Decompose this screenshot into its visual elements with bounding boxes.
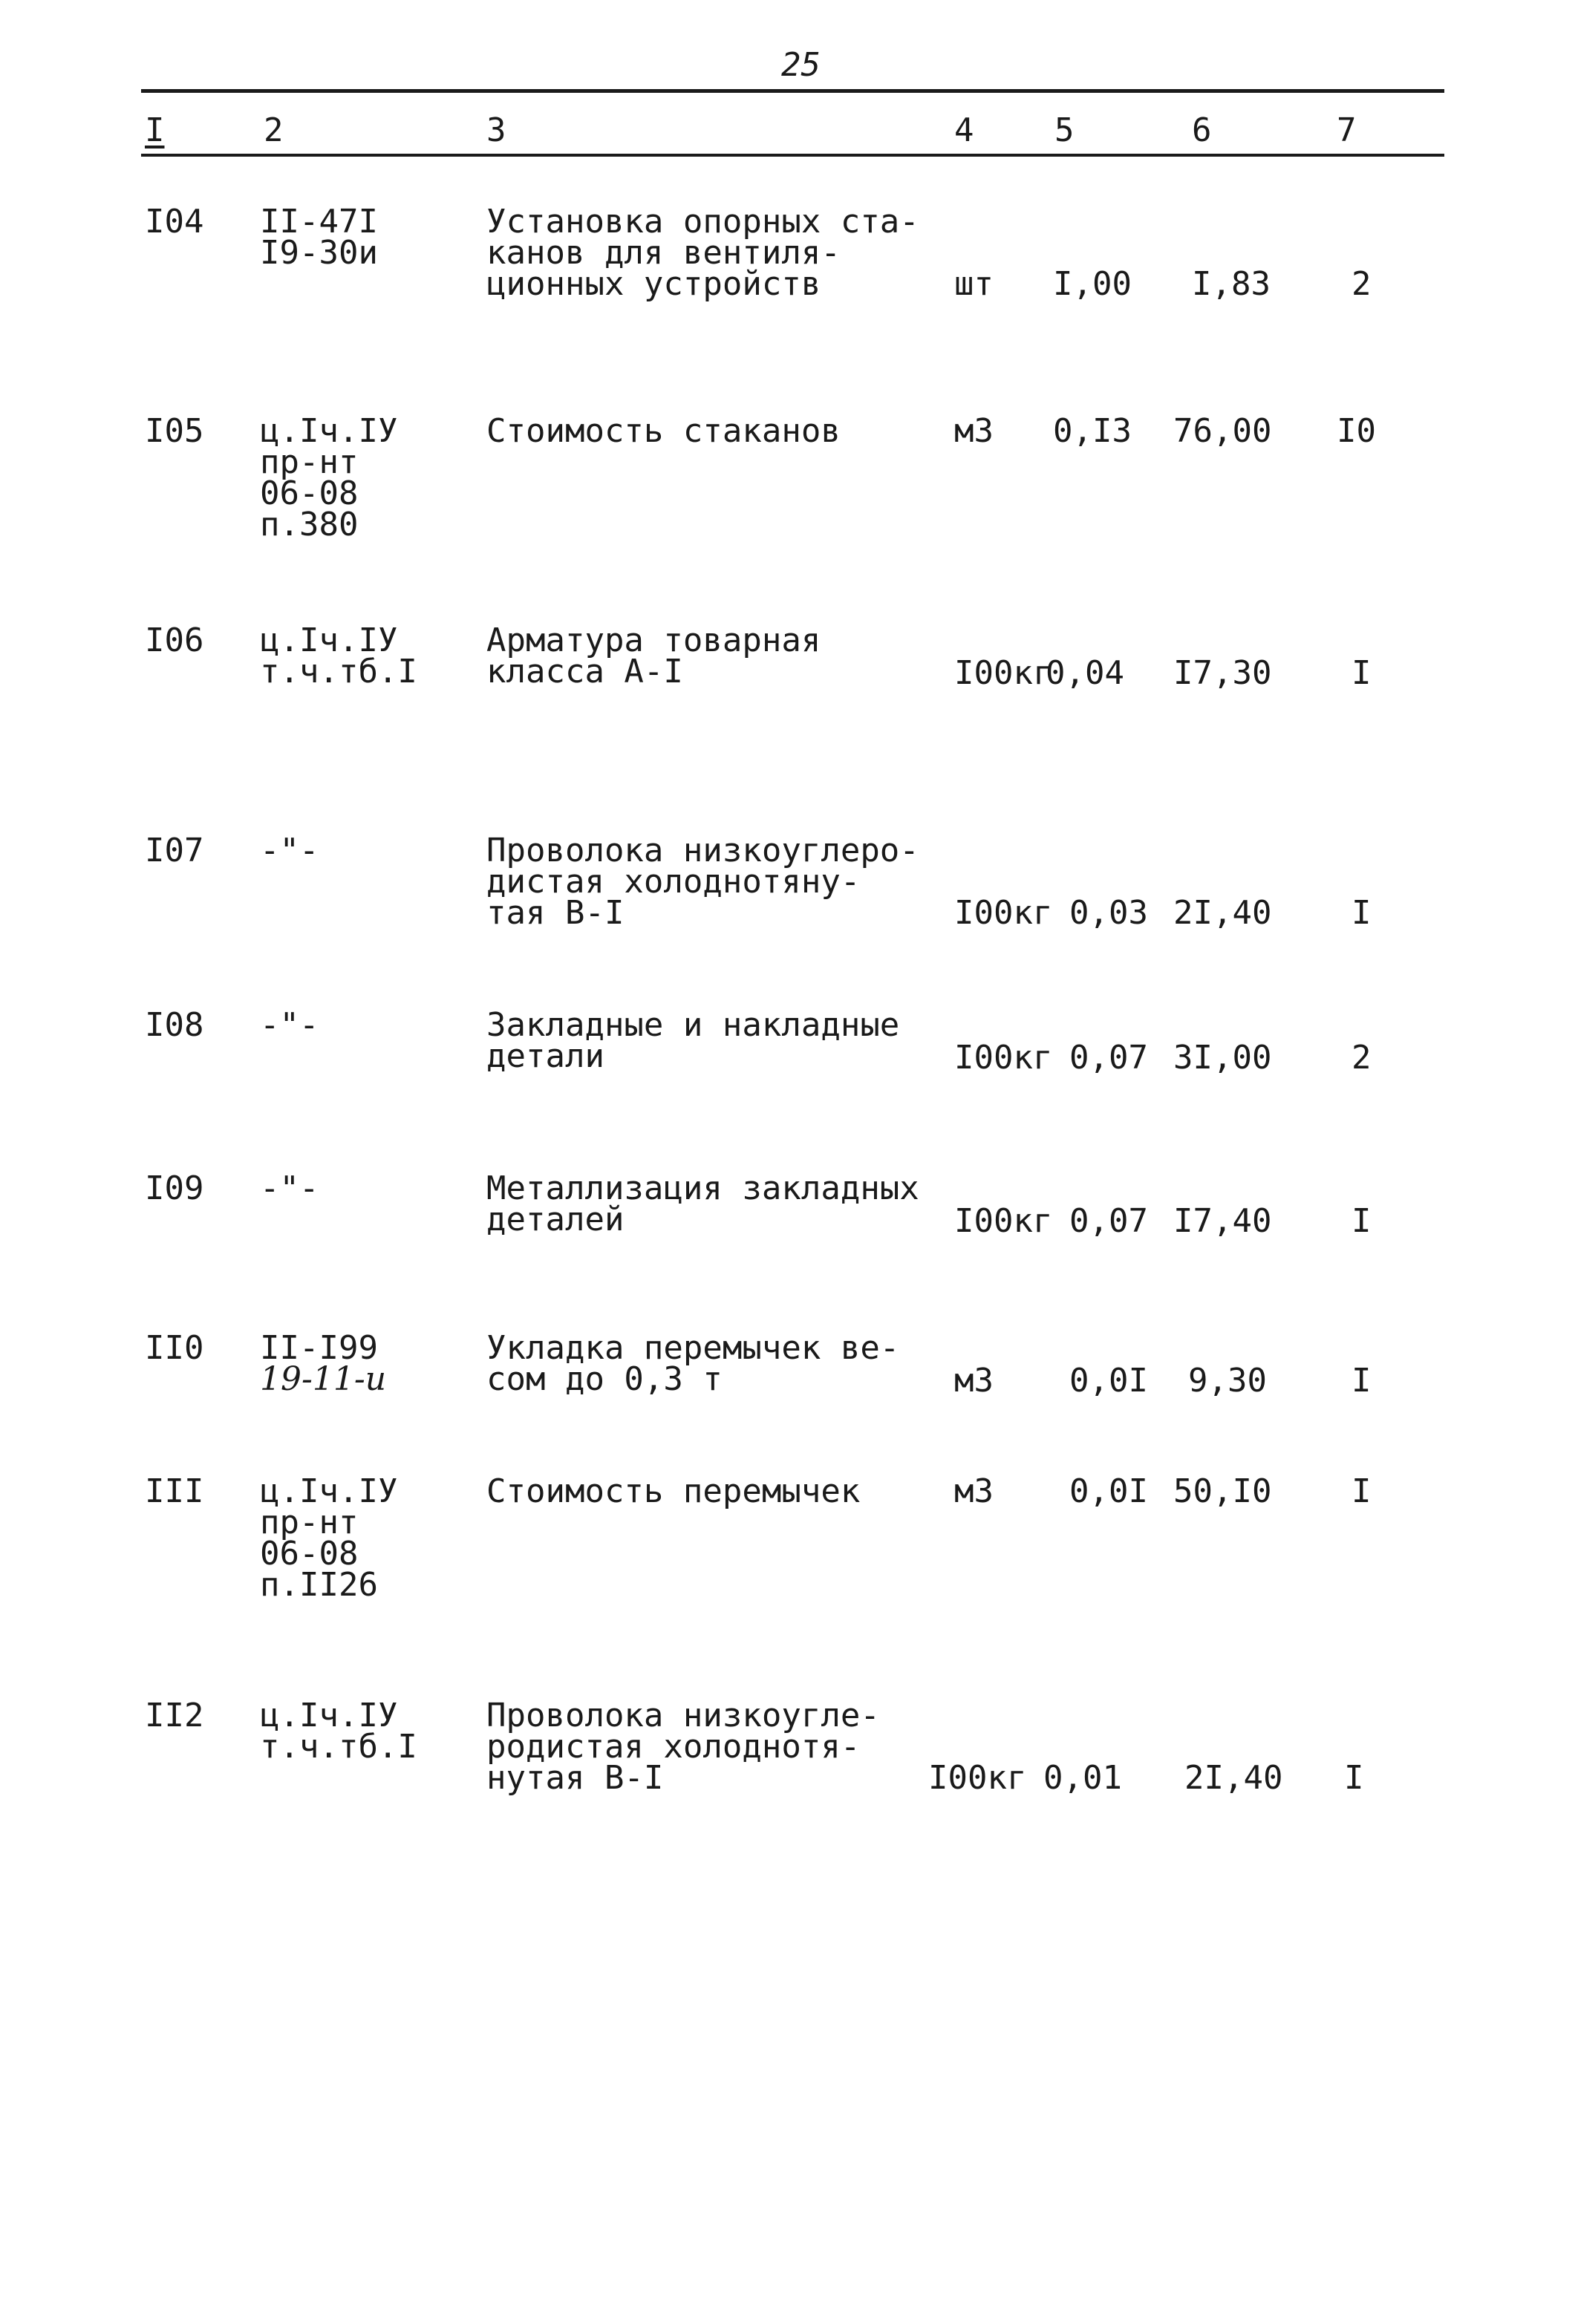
- work-description: Металлизация закладных деталей: [486, 1169, 919, 1238]
- quantity: 0,04: [1046, 654, 1124, 692]
- unit-price: I7,40: [1173, 1202, 1272, 1240]
- work-description: Закладные и накладные детали: [486, 1006, 900, 1075]
- quantity: 0,07: [1069, 1202, 1148, 1240]
- total-cost: I: [1352, 894, 1372, 932]
- quantity: 0,03: [1069, 894, 1148, 932]
- row-number: I06: [145, 621, 204, 659]
- row-number: II0: [145, 1329, 204, 1367]
- column-header-4: 4: [954, 111, 974, 149]
- unit-price: I7,30: [1173, 654, 1272, 692]
- handwritten-code: 19-11-и: [260, 1360, 387, 1398]
- unit-price: 9,30: [1188, 1362, 1267, 1400]
- unit: I00кг: [954, 894, 1053, 932]
- norm-code: ц.Iч.IУ т.ч.тб.I: [260, 621, 417, 691]
- unit: I00кг: [928, 1759, 1027, 1797]
- work-description: Установка опорных ста- канов для вентиля- ционных устройств: [486, 203, 919, 303]
- row-number: II2: [145, 1697, 204, 1734]
- quantity: 0,07: [1069, 1039, 1148, 1077]
- row-number: I09: [145, 1169, 204, 1207]
- page-number: 25: [781, 46, 821, 84]
- norm-code: -"-: [260, 1006, 319, 1044]
- quantity: I,00: [1053, 265, 1132, 303]
- total-cost: 2: [1352, 1039, 1372, 1077]
- row-number: I08: [145, 1006, 204, 1044]
- column-header-2: 2: [264, 111, 284, 149]
- total-cost: I0: [1337, 412, 1376, 450]
- unit: I00кг: [954, 654, 1053, 692]
- unit: м3: [954, 1362, 994, 1400]
- row-number: I07: [145, 832, 204, 869]
- unit-price: 76,00: [1173, 412, 1272, 450]
- unit-price: I,83: [1192, 265, 1271, 303]
- header-bottom-rule: [141, 154, 1444, 157]
- total-cost: I: [1352, 1472, 1372, 1510]
- total-cost: I: [1352, 1202, 1372, 1240]
- norm-code: -"-: [260, 1169, 319, 1207]
- unit: м3: [954, 1472, 994, 1510]
- work-description: Арматура товарная класса А-I: [486, 621, 821, 691]
- quantity: 0,0I: [1069, 1362, 1148, 1400]
- total-cost: 2: [1352, 265, 1372, 303]
- total-cost: I: [1344, 1759, 1364, 1797]
- work-description: Проволока низкоуглеро- дистая холоднотяну- тая В-I: [486, 832, 919, 932]
- row-number: III: [145, 1472, 204, 1510]
- work-description: Стоимость стаканов: [486, 412, 841, 450]
- norm-code: II-I99 19-11-и: [260, 1329, 387, 1398]
- header-top-rule: [141, 89, 1444, 93]
- unit-price: 3I,00: [1173, 1039, 1272, 1077]
- unit: м3: [954, 412, 994, 450]
- unit: I00кг: [954, 1202, 1053, 1240]
- total-cost: I: [1352, 654, 1372, 692]
- norm-code: II-47I I9-30и: [260, 203, 378, 272]
- unit-price: 50,I0: [1173, 1472, 1272, 1510]
- column-header-3: 3: [486, 111, 506, 149]
- work-description: Стоимость перемычек: [486, 1472, 861, 1510]
- column-header-6: 6: [1192, 111, 1212, 149]
- norm-code: ц.Iч.IУ пр-нт 06-08 п.II26: [260, 1472, 398, 1604]
- work-description: Укладка перемычек ве- сом до 0,3 т: [486, 1329, 900, 1398]
- unit-price: 2I,40: [1173, 894, 1272, 932]
- norm-code: -"-: [260, 832, 319, 869]
- unit: шт: [954, 265, 994, 303]
- unit: I00кг: [954, 1039, 1053, 1077]
- row-number: I05: [145, 412, 204, 450]
- quantity: 0,I3: [1053, 412, 1132, 450]
- norm-code: ц.Iч.IУ пр-нт 06-08 п.380: [260, 412, 398, 544]
- row-number: I04: [145, 203, 204, 241]
- column-header-5: 5: [1054, 111, 1075, 149]
- quantity: 0,01: [1043, 1759, 1122, 1797]
- norm-code: ц.Iч.IУ т.ч.тб.I: [260, 1697, 417, 1766]
- unit-price: 2I,40: [1184, 1759, 1283, 1797]
- column-header-1: I: [145, 111, 165, 149]
- work-description: Проволока низкоуглe- родистая холоднотя- нутая В-I: [486, 1697, 880, 1797]
- column-header-7: 7: [1337, 111, 1357, 149]
- total-cost: I: [1352, 1362, 1372, 1400]
- quantity: 0,0I: [1069, 1472, 1148, 1510]
